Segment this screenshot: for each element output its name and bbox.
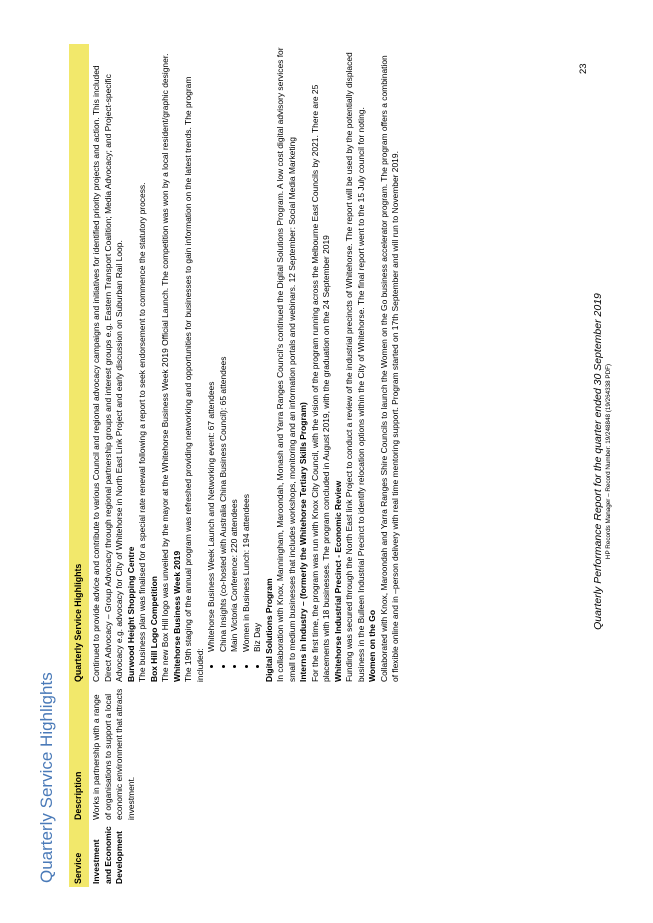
women-text: Collaborated with Knox, Maroondah and Yarra Ranges Shire Councils to launch the Women on the Go business accelerator program. The program offers a combination of flexible online and in –person delivery with real time mentoring support. Program started on 17th September and will run to November 2019. — [378, 55, 400, 682]
footer-title: Quarterly Performance Report for the quarter ended 30 September 2019 — [592, 293, 604, 630]
interns-text: For the first time, the program was run with Knox City Council, with the vision of the program running across the Melbourne East Councils by 2021. There are 25 placements with 18 businesses. The program concluded in August 2019, with the graduation on the 24 September 2019 — [309, 84, 331, 682]
list-item: • China Insights (co-hosted with Australia China Business Council): 65 attendees — [218, 47, 230, 656]
table-row — [89, 44, 404, 887]
business-week-list — [206, 47, 264, 682]
header-service: Service — [69, 823, 89, 887]
logo-title: Box Hill Logo Competition — [148, 576, 159, 682]
list-item: • Biz Day — [252, 47, 264, 656]
industrial-title: Whitehorse Industrial Precinct - Economic Review — [332, 480, 343, 682]
business-week-text: The 19th staging of the annual program was refreshed providing networking and opportunities for businesses to gain information on the latest trends. The program included: — [183, 76, 205, 682]
page-footer — [592, 0, 613, 923]
service-highlights-table — [69, 44, 404, 887]
service-cell: Investment and Economic Development — [91, 826, 124, 884]
list-item: • Main Victoria Conference: 220 attendees — [229, 47, 241, 656]
header-description: Description — [69, 685, 89, 823]
header-highlights: Quarterly Service Highlights — [69, 44, 89, 685]
list-item: • Whitehorse Business Week Launch and Networking event: 67 attendees — [206, 47, 218, 656]
highlights-cell — [89, 44, 404, 685]
footer-record-number: HP Records Manager – Record Number: 19/248848 (19/264338 PDF) — [605, 363, 612, 560]
description-cell: Works in partnership with a range of organisations to support a local economic environment that attracts investment. — [91, 688, 136, 820]
women-title: Women on the Go — [367, 609, 377, 682]
intro-paragraph: Continued to provide advice and contribute to various Council and regional advocacy campaigns and initiatives for identified priority projects and action. This included Direct Advocacy – Group Advocacy through regional partnership groups and interest groups e.g. Eastern Transport Coalition; Media Advocacy; and Project-specific Advocacy e.g. advocacy for City of Whitehorse in North East Link Project and early discussion on Suburban Rail Loop. — [91, 65, 124, 682]
industrial-text: Funding was secured through the North East link Project to conduct a review of the industrial precincts of Whitehorse. The report will be used by the potentially displaced business in the Bulleen Industrial Precinct to identify relocation options within the City of Whitehorse. The final report went to the 15 July council for noting. — [344, 52, 366, 682]
page-heading: Quarterly Service Highlights — [37, 672, 56, 883]
logo-text: The new Box Hill logo was unveiled by the mayor at the Whitehorse Business Week 2019 Official Launch. The competition was won by a local resident/graphic designer. — [160, 53, 170, 682]
digital-title: Digital Solutions Program — [263, 578, 274, 682]
business-week-title: Whitehorse Business Week 2019 — [171, 550, 182, 682]
list-item: • Women in Business Lunch: 194 attendees — [241, 47, 253, 656]
page-number: 23 — [578, 63, 589, 74]
burwood-text: The business plan was finalised for a special rate renewal following a report to seek endorsement to commence the statutory process. — [137, 182, 147, 682]
digital-text: In collaboration with Knox, Manningham, Maroondah, Monash and Yarra Ranges Council’s continued the Digital Solutions Program. A low cost digital advisory services for small to medium businesses that includes workshops, monitoring and an information portals and webinars. 12 September: Social Media Marketing — [275, 47, 297, 682]
interns-title: Interns in Industry – (formerly the Whitehorse Tertiary Skills Program) — [298, 402, 308, 682]
table-header-row — [69, 44, 89, 887]
burwood-title: Burwood Height Shopping Centre — [125, 546, 136, 682]
